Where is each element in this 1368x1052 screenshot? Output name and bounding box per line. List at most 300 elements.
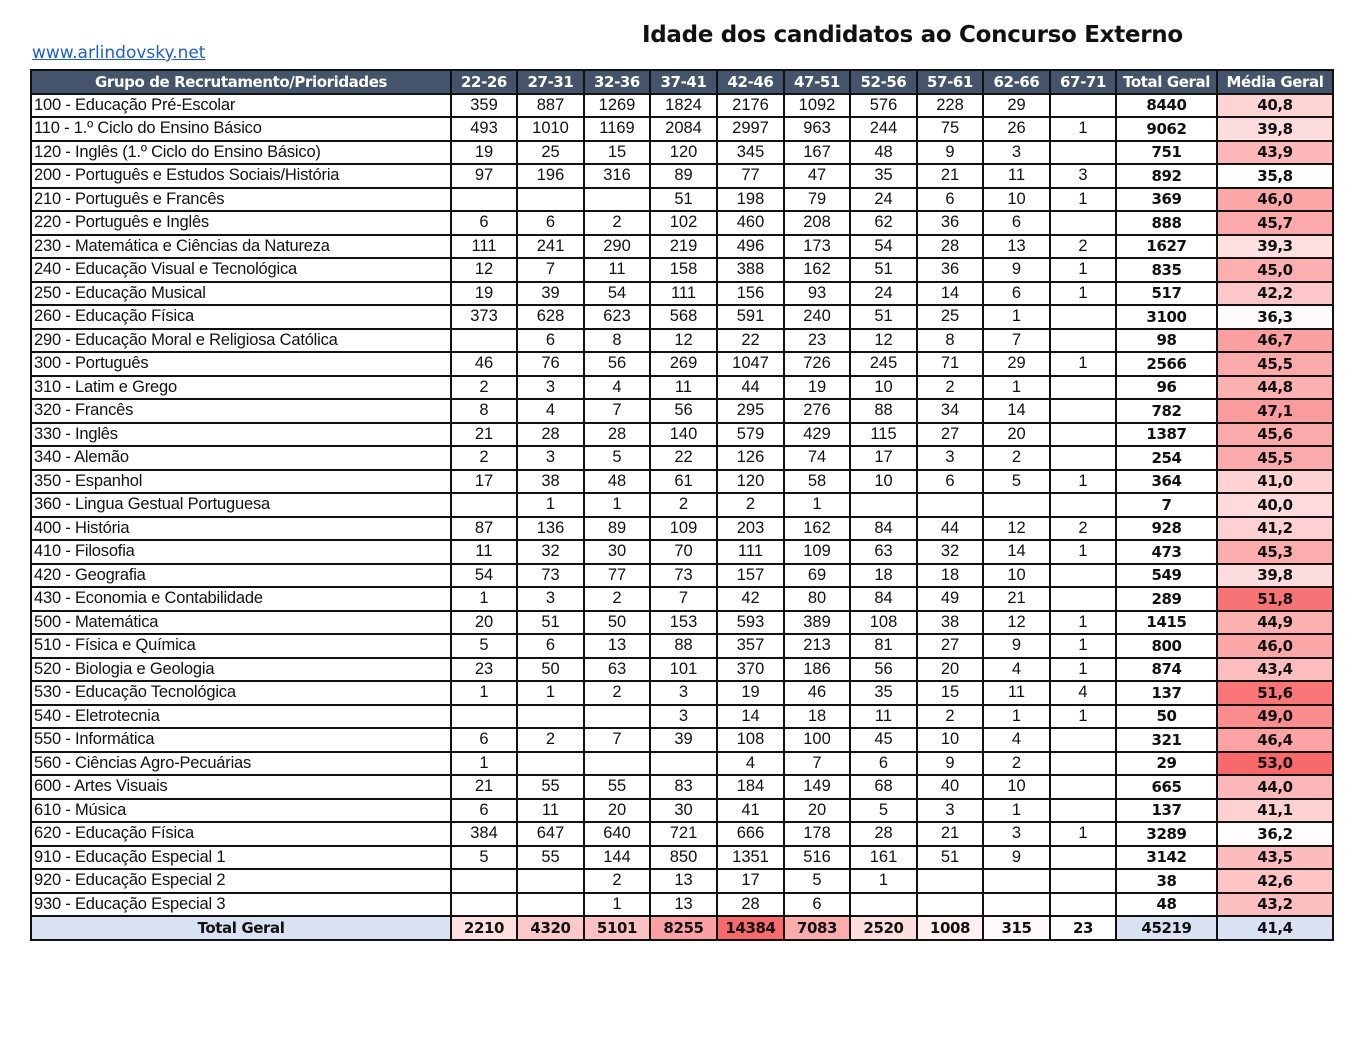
total-geral-cell: 888: [1116, 211, 1217, 235]
age-count-cell: 963: [784, 117, 850, 141]
total-age-cell: 5101: [584, 916, 650, 940]
age-count-cell: 6: [517, 329, 584, 353]
age-count-cell: 2: [917, 705, 983, 729]
age-count-cell: 3: [917, 799, 983, 823]
age-count-cell: 35: [850, 164, 917, 188]
age-count-cell: 25: [517, 141, 584, 165]
age-count-cell: 316: [584, 164, 650, 188]
age-count-cell: [451, 705, 517, 729]
age-count-cell: 71: [917, 352, 983, 376]
age-count-cell: 45: [850, 728, 917, 752]
age-count-cell: 2084: [650, 117, 717, 141]
age-count-cell: [451, 893, 517, 917]
age-count-cell: 158: [650, 258, 717, 282]
age-count-cell: 115: [850, 423, 917, 447]
age-count-cell: 79: [784, 188, 850, 212]
table-row: [31, 799, 1333, 823]
age-count-cell: 1: [850, 869, 917, 893]
total-geral-cell: 369: [1116, 188, 1217, 212]
group-name: 540 - Eletrotecnia: [31, 705, 451, 729]
age-count-cell: 51: [650, 188, 717, 212]
age-count-cell: 23: [784, 329, 850, 353]
age-count-cell: 384: [451, 822, 517, 846]
age-count-cell: 29: [983, 94, 1050, 118]
age-count-cell: 20: [983, 423, 1050, 447]
age-count-cell: [1050, 423, 1116, 447]
age-count-cell: 89: [584, 517, 650, 541]
age-count-cell: 2: [717, 493, 784, 517]
age-count-cell: 156: [717, 282, 784, 306]
age-count-cell: 203: [717, 517, 784, 541]
table-row: [31, 517, 1333, 541]
table-row: [31, 752, 1333, 776]
total-geral-cell: 289: [1116, 587, 1217, 611]
age-count-cell: 19: [451, 141, 517, 165]
age-count-cell: 100: [784, 728, 850, 752]
total-age-cell: 14384: [717, 916, 784, 940]
age-count-cell: [1050, 893, 1116, 917]
age-count-cell: 46: [784, 681, 850, 705]
age-count-cell: 11: [983, 681, 1050, 705]
age-count-cell: 576: [850, 94, 917, 118]
table-row: [31, 94, 1333, 118]
age-count-cell: [1050, 94, 1116, 118]
age-count-cell: 102: [650, 211, 717, 235]
age-count-cell: [650, 752, 717, 776]
age-count-cell: 228: [917, 94, 983, 118]
page-title: Idade dos candidatos ao Concurso Externo: [642, 22, 1183, 48]
age-count-cell: 108: [850, 611, 917, 635]
age-count-cell: 3: [983, 141, 1050, 165]
age-count-cell: 726: [784, 352, 850, 376]
table-row: [31, 352, 1333, 376]
age-count-cell: [1050, 446, 1116, 470]
age-count-cell: 14: [917, 282, 983, 306]
total-age-cell: 2210: [451, 916, 517, 940]
age-count-cell: 149: [784, 775, 850, 799]
age-count-cell: [517, 188, 584, 212]
age-count-cell: 62: [850, 211, 917, 235]
table-row: [31, 893, 1333, 917]
total-geral-cell: 321: [1116, 728, 1217, 752]
age-count-cell: 7: [650, 587, 717, 611]
age-count-cell: 136: [517, 517, 584, 541]
age-count-cell: 18: [784, 705, 850, 729]
age-count-cell: 9: [983, 634, 1050, 658]
column-header: 52-56: [850, 70, 917, 94]
age-count-cell: 144: [584, 846, 650, 870]
age-count-cell: 9: [983, 846, 1050, 870]
group-name: 290 - Educação Moral e Religiosa Católica: [31, 329, 451, 353]
age-count-cell: 269: [650, 352, 717, 376]
age-count-cell: [1050, 211, 1116, 235]
age-count-cell: 208: [784, 211, 850, 235]
media-geral-cell: 39,8: [1217, 564, 1333, 588]
age-count-cell: 1: [1050, 352, 1116, 376]
age-count-cell: 4: [584, 376, 650, 400]
table-row: [31, 282, 1333, 306]
age-count-cell: 30: [650, 799, 717, 823]
age-count-cell: 2: [517, 728, 584, 752]
age-count-cell: 73: [517, 564, 584, 588]
age-count-cell: 29: [983, 352, 1050, 376]
age-count-cell: [1050, 399, 1116, 423]
age-count-cell: 74: [784, 446, 850, 470]
column-header: 67-71: [1050, 70, 1116, 94]
age-count-cell: [917, 493, 983, 517]
age-count-cell: 12: [983, 611, 1050, 635]
group-name: 260 - Educação Física: [31, 305, 451, 329]
age-count-cell: [1050, 329, 1116, 353]
age-count-cell: 157: [717, 564, 784, 588]
age-count-cell: 1: [1050, 282, 1116, 306]
total-geral-cell: 3142: [1116, 846, 1217, 870]
age-count-cell: 20: [917, 658, 983, 682]
table-row: [31, 822, 1333, 846]
age-count-cell: 27: [917, 423, 983, 447]
age-count-cell: 245: [850, 352, 917, 376]
age-count-cell: [517, 869, 584, 893]
table-row: [31, 470, 1333, 494]
age-count-cell: 6: [850, 752, 917, 776]
age-count-cell: 276: [784, 399, 850, 423]
age-count-cell: 666: [717, 822, 784, 846]
age-count-cell: 26: [983, 117, 1050, 141]
group-name: 320 - Francês: [31, 399, 451, 423]
total-geral-cell: 96: [1116, 376, 1217, 400]
total-geral-cell: 2566: [1116, 352, 1217, 376]
age-count-cell: 21: [451, 775, 517, 799]
total-geral-cell: 50: [1116, 705, 1217, 729]
age-count-cell: 77: [584, 564, 650, 588]
site-link[interactable]: www.arlindovsky.net: [32, 43, 206, 63]
group-name: 520 - Biologia e Geologia: [31, 658, 451, 682]
media-geral-cell: 41,2: [1217, 517, 1333, 541]
group-name: 500 - Matemática: [31, 611, 451, 635]
group-name: 610 - Música: [31, 799, 451, 823]
age-count-cell: [1050, 493, 1116, 517]
age-count-cell: 1: [1050, 117, 1116, 141]
age-count-cell: 20: [584, 799, 650, 823]
age-count-cell: 47: [784, 164, 850, 188]
grand-total-cell: 45219: [1116, 916, 1217, 940]
age-count-cell: 54: [451, 564, 517, 588]
age-count-cell: 13: [650, 893, 717, 917]
age-count-cell: 579: [717, 423, 784, 447]
age-count-cell: 56: [850, 658, 917, 682]
media-geral-cell: 46,0: [1217, 634, 1333, 658]
table-row: [31, 705, 1333, 729]
age-count-cell: 5: [451, 634, 517, 658]
age-count-cell: 198: [717, 188, 784, 212]
table-row: [31, 141, 1333, 165]
age-count-cell: 2: [650, 493, 717, 517]
total-geral-cell: 665: [1116, 775, 1217, 799]
age-count-cell: 10: [850, 470, 917, 494]
age-count-cell: 1269: [584, 94, 650, 118]
age-count-cell: 17: [451, 470, 517, 494]
total-age-cell: 7083: [784, 916, 850, 940]
table-row: [31, 775, 1333, 799]
total-geral-cell: 835: [1116, 258, 1217, 282]
age-count-cell: [1050, 799, 1116, 823]
group-name: 400 - História: [31, 517, 451, 541]
age-count-cell: 640: [584, 822, 650, 846]
total-geral-cell: 892: [1116, 164, 1217, 188]
age-count-cell: 1: [983, 705, 1050, 729]
age-count-cell: 6: [451, 799, 517, 823]
age-count-cell: [850, 893, 917, 917]
age-count-cell: 32: [517, 540, 584, 564]
age-count-cell: 11: [451, 540, 517, 564]
age-count-cell: 8: [917, 329, 983, 353]
total-geral-cell: 3289: [1116, 822, 1217, 846]
media-geral-cell: 41,0: [1217, 470, 1333, 494]
age-count-cell: 2: [1050, 235, 1116, 259]
age-count-cell: 35: [850, 681, 917, 705]
age-count-cell: 17: [717, 869, 784, 893]
age-count-cell: 3: [917, 446, 983, 470]
age-count-cell: 1010: [517, 117, 584, 141]
age-count-cell: 3: [983, 822, 1050, 846]
age-count-cell: 593: [717, 611, 784, 635]
age-count-cell: 1: [784, 493, 850, 517]
age-count-cell: 7: [584, 728, 650, 752]
age-count-cell: 120: [650, 141, 717, 165]
age-count-cell: 93: [784, 282, 850, 306]
age-count-cell: 140: [650, 423, 717, 447]
age-count-cell: 850: [650, 846, 717, 870]
age-count-cell: 647: [517, 822, 584, 846]
age-count-cell: [1050, 728, 1116, 752]
age-count-cell: [1050, 587, 1116, 611]
age-count-cell: 6: [917, 470, 983, 494]
age-count-cell: 1: [584, 493, 650, 517]
age-count-cell: 2: [917, 376, 983, 400]
group-name: 330 - Inglês: [31, 423, 451, 447]
age-count-cell: 628: [517, 305, 584, 329]
column-header: Total Geral: [1116, 70, 1217, 94]
age-count-cell: 1: [451, 752, 517, 776]
media-geral-cell: 47,1: [1217, 399, 1333, 423]
age-count-cell: 38: [517, 470, 584, 494]
age-count-cell: 359: [451, 94, 517, 118]
age-count-cell: [1050, 775, 1116, 799]
age-count-cell: 111: [717, 540, 784, 564]
age-count-cell: 54: [850, 235, 917, 259]
total-age-cell: 23: [1050, 916, 1116, 940]
age-count-cell: 1: [1050, 658, 1116, 682]
age-count-cell: 32: [917, 540, 983, 564]
age-count-cell: 2: [451, 376, 517, 400]
age-count-cell: 34: [917, 399, 983, 423]
group-name: 920 - Educação Especial 2: [31, 869, 451, 893]
age-count-cell: 357: [717, 634, 784, 658]
age-count-cell: 1: [451, 681, 517, 705]
age-count-cell: 219: [650, 235, 717, 259]
age-count-cell: 8: [451, 399, 517, 423]
age-count-cell: 3: [650, 705, 717, 729]
group-name: 220 - Português e Inglês: [31, 211, 451, 235]
total-geral-cell: 549: [1116, 564, 1217, 588]
table-row: [31, 258, 1333, 282]
age-count-cell: 111: [650, 282, 717, 306]
total-row: [31, 916, 1333, 940]
age-count-cell: 1: [1050, 822, 1116, 846]
column-header: 62-66: [983, 70, 1050, 94]
age-count-cell: 1: [1050, 705, 1116, 729]
column-header: 42-46: [717, 70, 784, 94]
age-count-cell: 109: [784, 540, 850, 564]
age-count-cell: 1: [1050, 540, 1116, 564]
total-geral-cell: 364: [1116, 470, 1217, 494]
age-count-cell: 4: [1050, 681, 1116, 705]
media-geral-cell: 39,3: [1217, 235, 1333, 259]
media-geral-cell: 39,8: [1217, 117, 1333, 141]
age-count-cell: [983, 493, 1050, 517]
age-count-cell: 38: [917, 611, 983, 635]
age-count-cell: 9: [917, 141, 983, 165]
age-count-cell: 3: [517, 446, 584, 470]
total-geral-cell: 800: [1116, 634, 1217, 658]
total-geral-cell: 48: [1116, 893, 1217, 917]
media-geral-cell: 44,0: [1217, 775, 1333, 799]
age-count-cell: 63: [584, 658, 650, 682]
age-count-cell: 109: [650, 517, 717, 541]
table-row: [31, 846, 1333, 870]
age-count-cell: 6: [451, 211, 517, 235]
age-count-cell: 55: [517, 775, 584, 799]
media-geral-cell: 36,3: [1217, 305, 1333, 329]
media-geral-cell: 42,6: [1217, 869, 1333, 893]
age-count-cell: 4: [517, 399, 584, 423]
age-count-cell: 126: [717, 446, 784, 470]
age-count-cell: 9: [917, 752, 983, 776]
age-count-cell: 2: [584, 681, 650, 705]
age-count-cell: 3: [1050, 164, 1116, 188]
media-geral-cell: 44,8: [1217, 376, 1333, 400]
age-count-cell: 22: [650, 446, 717, 470]
age-count-cell: 39: [650, 728, 717, 752]
age-count-cell: 12: [983, 517, 1050, 541]
age-count-cell: 76: [517, 352, 584, 376]
total-age-cell: 8255: [650, 916, 717, 940]
age-count-cell: 51: [850, 258, 917, 282]
age-count-cell: 87: [451, 517, 517, 541]
group-name: 250 - Educação Musical: [31, 282, 451, 306]
age-count-cell: 50: [517, 658, 584, 682]
group-name: 200 - Português e Estudos Sociais/História: [31, 164, 451, 188]
table-row: [31, 446, 1333, 470]
age-count-cell: 51: [850, 305, 917, 329]
group-name: 510 - Física e Química: [31, 634, 451, 658]
age-count-cell: [1050, 305, 1116, 329]
media-geral-cell: 49,0: [1217, 705, 1333, 729]
age-count-cell: 6: [917, 188, 983, 212]
media-geral-cell: 53,0: [1217, 752, 1333, 776]
age-count-cell: 2: [584, 869, 650, 893]
age-count-cell: 4: [983, 658, 1050, 682]
group-name: 210 - Português e Francês: [31, 188, 451, 212]
table-row: [31, 681, 1333, 705]
media-geral-cell: 35,8: [1217, 164, 1333, 188]
age-count-cell: 1: [983, 376, 1050, 400]
media-geral-cell: 45,6: [1217, 423, 1333, 447]
age-count-cell: 178: [784, 822, 850, 846]
age-count-cell: 3: [517, 376, 584, 400]
age-count-cell: 429: [784, 423, 850, 447]
age-count-cell: 20: [784, 799, 850, 823]
age-count-cell: 69: [784, 564, 850, 588]
total-geral-cell: 473: [1116, 540, 1217, 564]
group-name: 420 - Geografia: [31, 564, 451, 588]
age-count-cell: 49: [917, 587, 983, 611]
media-geral-cell: 36,2: [1217, 822, 1333, 846]
age-count-cell: 48: [584, 470, 650, 494]
media-geral-cell: 46,7: [1217, 329, 1333, 353]
group-name: 100 - Educação Pré-Escolar: [31, 94, 451, 118]
total-geral-cell: 928: [1116, 517, 1217, 541]
age-count-cell: [917, 869, 983, 893]
age-count-cell: 36: [917, 211, 983, 235]
media-geral-cell: 51,8: [1217, 587, 1333, 611]
age-count-cell: 6: [451, 728, 517, 752]
age-count-cell: 30: [584, 540, 650, 564]
age-count-cell: [1050, 376, 1116, 400]
age-count-cell: [850, 493, 917, 517]
column-header: 37-41: [650, 70, 717, 94]
age-count-cell: 1: [1050, 611, 1116, 635]
group-name: 430 - Economia e Contabilidade: [31, 587, 451, 611]
total-geral-cell: 751: [1116, 141, 1217, 165]
age-count-cell: 18: [917, 564, 983, 588]
age-count-cell: 36: [917, 258, 983, 282]
age-count-cell: 111: [451, 235, 517, 259]
age-count-cell: 2176: [717, 94, 784, 118]
age-count-cell: 1: [451, 587, 517, 611]
group-name: 300 - Português: [31, 352, 451, 376]
total-geral-cell: 1387: [1116, 423, 1217, 447]
age-count-cell: 1: [983, 799, 1050, 823]
age-count-cell: [1050, 846, 1116, 870]
group-name: 910 - Educação Especial 1: [31, 846, 451, 870]
group-name: 310 - Latim e Grego: [31, 376, 451, 400]
age-count-cell: [917, 893, 983, 917]
age-count-cell: [451, 493, 517, 517]
age-count-cell: 10: [983, 775, 1050, 799]
age-count-cell: 44: [717, 376, 784, 400]
total-age-cell: 2520: [850, 916, 917, 940]
table-row: [31, 423, 1333, 447]
age-count-cell: 1: [584, 893, 650, 917]
group-name: 240 - Educação Visual e Tecnológica: [31, 258, 451, 282]
table-row: [31, 164, 1333, 188]
age-count-cell: 58: [784, 470, 850, 494]
age-count-cell: 244: [850, 117, 917, 141]
age-count-cell: 41: [717, 799, 784, 823]
total-geral-cell: 1415: [1116, 611, 1217, 635]
group-name: 620 - Educação Física: [31, 822, 451, 846]
group-name: 120 - Inglês (1.º Ciclo do Ensino Básico): [31, 141, 451, 165]
media-geral-cell: 43,4: [1217, 658, 1333, 682]
age-count-cell: 44: [917, 517, 983, 541]
group-name: 600 - Artes Visuais: [31, 775, 451, 799]
age-count-cell: 46: [451, 352, 517, 376]
table-row: [31, 634, 1333, 658]
group-name: 110 - 1.º Ciclo do Ensino Básico: [31, 117, 451, 141]
age-count-cell: 4: [717, 752, 784, 776]
total-geral-cell: 874: [1116, 658, 1217, 682]
